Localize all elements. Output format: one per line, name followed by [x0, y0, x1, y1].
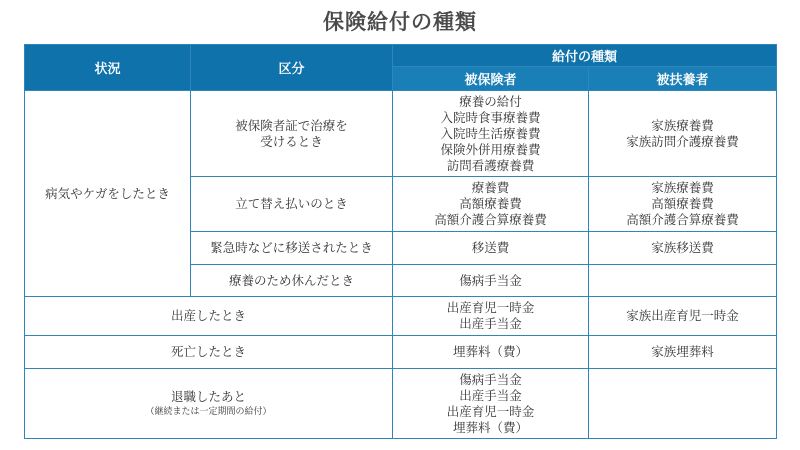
dependent-death: 家族埋葬料 [589, 336, 777, 369]
category-sick-leave: 療養のため休んだとき [191, 265, 393, 297]
benefit-item: 高額介護合算療養費 [434, 212, 547, 227]
benefit-item: 家族療養費 [651, 117, 714, 133]
benefit-item: 家族療養費 [651, 180, 714, 195]
benefit-item: 訪問看護療養費 [446, 157, 535, 173]
benefit-item: 出産手当金 [459, 316, 522, 331]
benefit-item: 療養の給付 [459, 93, 522, 109]
situation-birth: 出産したとき [25, 297, 393, 336]
benefit-item: 高額療養費 [651, 196, 714, 211]
dependent-reimbursement [589, 177, 777, 232]
insured-death: 埋葬料（費） [393, 336, 589, 369]
table-row [25, 369, 777, 439]
insured-birth [393, 297, 589, 336]
situation-illness: 病気やケガをしたとき [25, 91, 191, 297]
insured-transport: 移送費 [393, 232, 589, 265]
dependent-sick-leave [589, 265, 777, 297]
insured-card-treatment [393, 91, 589, 177]
table-row [25, 91, 777, 177]
table-row [25, 297, 777, 336]
dependent-card-treatment [589, 91, 777, 177]
situation-retire-note: （継続または一定期間の給付） [145, 406, 272, 417]
table-row [25, 336, 777, 369]
header-insured: 被保険者 [393, 67, 589, 91]
benefit-item: 出産育児一時金 [446, 403, 535, 419]
benefit-item: 入院時食事療養費 [440, 109, 541, 125]
dependent-transport: 家族移送費 [589, 232, 777, 265]
benefit-item: 療養費 [471, 180, 510, 195]
header-situation: 状況 [25, 45, 191, 91]
category-reimbursement: 立て替え払いのとき [191, 177, 393, 232]
situation-retire-label: 退職したあと [170, 388, 246, 404]
dependent-retire [589, 369, 777, 439]
dependent-birth: 家族出産育児一時金 [589, 297, 777, 336]
header-category: 区分 [191, 45, 393, 91]
insured-reimbursement [393, 177, 589, 232]
category-line: 受けるとき [260, 133, 323, 149]
benefit-item: 傷病手当金 [459, 371, 522, 387]
benefit-item: 入院時生活療養費 [440, 125, 541, 141]
situation-retire [25, 369, 393, 439]
page-title: 保険給付の種類 [323, 10, 477, 34]
benefit-item: 高額介護合算療養費 [626, 212, 739, 227]
insured-retire [393, 369, 589, 439]
category-line: 被保険者証で治療を [235, 117, 348, 133]
category-card-treatment [191, 91, 393, 177]
insured-sick-leave: 傷病手当金 [393, 265, 589, 297]
benefit-item: 保険外併用療養費 [440, 141, 541, 157]
benefit-item: 埋葬料（費） [452, 419, 528, 435]
category-transport: 緊急時などに移送されたとき [191, 232, 393, 265]
situation-death: 死亡したとき [25, 336, 393, 369]
benefits-table [24, 44, 777, 439]
benefit-item: 家族訪問介護療養費 [626, 133, 739, 149]
header-dependent: 被扶養者 [589, 67, 777, 91]
benefit-item: 高額療養費 [459, 196, 522, 211]
header-benefit-group: 給付の種類 [393, 45, 777, 67]
benefit-item: 出産育児一時金 [446, 300, 535, 315]
benefit-item: 出産手当金 [459, 387, 522, 403]
